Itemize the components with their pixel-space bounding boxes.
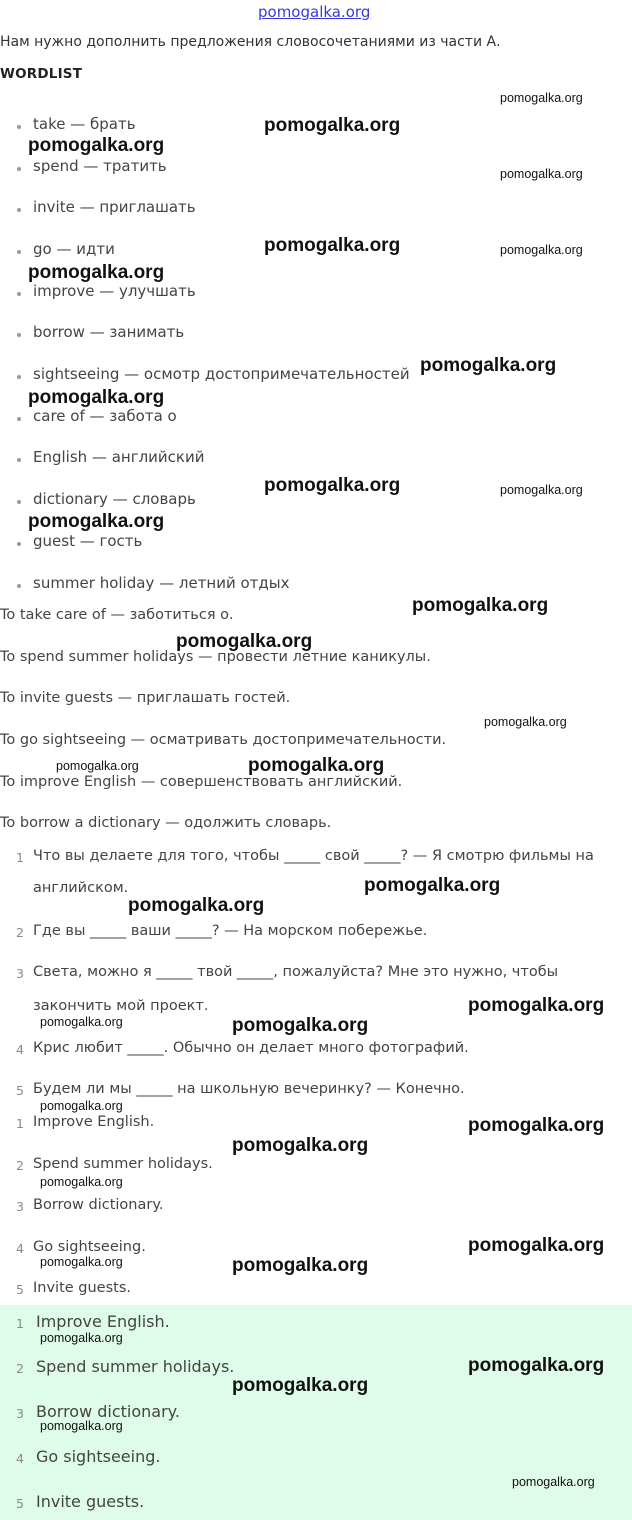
question-text: Будем ли мы _____ на школьную вечеринку? — Конечно. [33, 1081, 465, 1097]
question-text: Где вы _____ ваши _____? — На морском побережье. [33, 923, 428, 939]
watermark: pomogalka.org [40, 1255, 123, 1269]
answer-number: 4 [16, 1451, 24, 1466]
answer-text: Improve English. [36, 1312, 170, 1331]
watermark: pomogalka.org [40, 1099, 123, 1113]
question-number: 4 [16, 1042, 24, 1057]
bullet-icon [17, 292, 21, 296]
list-item-text: go — идти [33, 240, 115, 258]
phrase-item: To take care of — заботиться о. [0, 607, 234, 623]
watermark: pomogalka.org [232, 1375, 369, 1396]
list-item-text: sightseeing — осмотр достопримечательностей [33, 365, 410, 383]
answer-text: Improve English. [33, 1114, 155, 1130]
watermark: pomogalka.org [500, 243, 583, 257]
question-number: 5 [16, 1083, 24, 1098]
answer-number: 2 [16, 1158, 24, 1173]
watermark: pomogalka.org [500, 91, 583, 105]
bullet-icon [17, 250, 21, 254]
phrase-item: To improve English — совершенствовать английский. [0, 774, 403, 790]
question-text-continued: английском. [33, 880, 129, 896]
list-item-text: invite — приглашать [33, 198, 196, 216]
watermark: pomogalka.org [468, 1355, 605, 1376]
watermark: pomogalka.org [176, 631, 313, 652]
list-item-text: summer holiday — летний отдых [33, 574, 290, 592]
answer-number: 4 [16, 1241, 24, 1256]
phrase-item: To borrow a dictionary — одолжить словарь. [0, 815, 332, 831]
wordlist-heading: WORDLIST [0, 66, 83, 82]
question-text: Крис любит _____. Обычно он делает много фотографий. [33, 1040, 469, 1056]
answer-text: Spend summer holidays. [36, 1357, 235, 1376]
answer-text: Borrow dictionary. [36, 1402, 180, 1421]
phrase-item: To go sightseeing — осматривать достопримечательности. [0, 732, 447, 748]
list-item-text: spend — тратить [33, 157, 167, 175]
watermark: pomogalka.org [40, 1015, 123, 1029]
bullet-icon [17, 125, 21, 129]
watermark: pomogalka.org [28, 511, 165, 532]
watermark: pomogalka.org [264, 115, 401, 136]
bullet-icon [17, 458, 21, 462]
answer-text: Invite guests. [36, 1492, 145, 1511]
site-link[interactable]: pomogalka.org [258, 3, 371, 21]
watermark: pomogalka.org [128, 895, 265, 916]
answer-text: Go sightseeing. [36, 1447, 161, 1466]
answer-number: 5 [16, 1282, 24, 1297]
intro-text: Нам нужно дополнить предложения словосочетаниями из части А. [0, 34, 501, 50]
watermark: pomogalka.org [468, 995, 605, 1016]
bullet-icon [17, 417, 21, 421]
watermark: pomogalka.org [232, 1135, 369, 1156]
watermark: pomogalka.org [412, 595, 549, 616]
watermark: pomogalka.org [28, 135, 165, 156]
question-number: 2 [16, 925, 24, 940]
answer-text: Go sightseeing. [33, 1239, 146, 1255]
answer-text: Spend summer holidays. [33, 1156, 213, 1172]
list-item-text: take — брать [33, 115, 136, 133]
question-text: Света, можно я _____ твой _____, пожалуйста? Мне это нужно, чтобы [33, 964, 559, 980]
phrase-item: To invite guests — приглашать гостей. [0, 690, 291, 706]
list-item-text: English — английский [33, 448, 205, 466]
phrase-item: To spend summer holidays — провести летние каникулы. [0, 649, 431, 665]
watermark: pomogalka.org [420, 355, 557, 376]
watermark: pomogalka.org [512, 1475, 595, 1489]
question-number: 3 [16, 966, 24, 981]
bullet-icon [17, 375, 21, 379]
watermark: pomogalka.org [56, 759, 139, 773]
watermark: pomogalka.org [468, 1235, 605, 1256]
question-number: 1 [16, 850, 24, 865]
question-text-continued: закончить мой проект. [33, 998, 209, 1014]
watermark: pomogalka.org [500, 167, 583, 181]
bullet-icon [17, 167, 21, 171]
watermark: pomogalka.org [40, 1175, 123, 1189]
watermark: pomogalka.org [40, 1331, 123, 1345]
answer-text: Invite guests. [33, 1280, 132, 1296]
bullet-icon [17, 500, 21, 504]
list-item-text: improve — улучшать [33, 282, 196, 300]
answer-text: Borrow dictionary. [33, 1197, 164, 1213]
question-text: Что вы делаете для того, чтобы _____ свой _____? — Я смотрю фильмы на [33, 848, 594, 864]
watermark: pomogalka.org [28, 262, 165, 283]
watermark: pomogalka.org [468, 1115, 605, 1136]
answer-number: 1 [16, 1316, 24, 1331]
list-item-text: borrow — занимать [33, 323, 185, 341]
bullet-icon [17, 333, 21, 337]
watermark: pomogalka.org [232, 1255, 369, 1276]
bullet-icon [17, 542, 21, 546]
watermark: pomogalka.org [248, 755, 385, 776]
list-item-text: dictionary — словарь [33, 490, 196, 508]
answer-number: 5 [16, 1496, 24, 1511]
watermark: pomogalka.org [364, 875, 501, 896]
watermark: pomogalka.org [40, 1419, 123, 1433]
bullet-icon [17, 584, 21, 588]
watermark: pomogalka.org [28, 387, 165, 408]
watermark: pomogalka.org [500, 483, 583, 497]
answer-number: 3 [16, 1406, 24, 1421]
bullet-icon [17, 208, 21, 212]
list-item-text: guest — гость [33, 532, 143, 550]
watermark: pomogalka.org [232, 1015, 369, 1036]
answer-number: 1 [16, 1116, 24, 1131]
answer-number: 2 [16, 1361, 24, 1376]
watermark: pomogalka.org [264, 475, 401, 496]
watermark: pomogalka.org [264, 235, 401, 256]
watermark: pomogalka.org [484, 715, 567, 729]
list-item-text: care of — забота о [33, 407, 177, 425]
answer-number: 3 [16, 1199, 24, 1214]
